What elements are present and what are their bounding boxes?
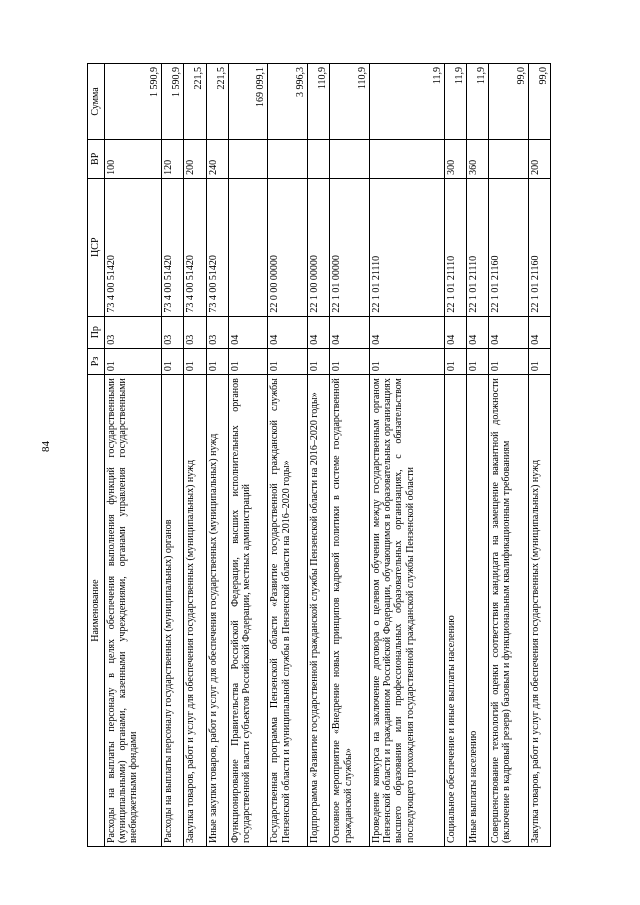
cell-pr: 04 [528, 316, 550, 348]
cell-name: Расходы на выплаты персоналу в целях обеспечения выполнения функций государственными (муниципальными) органами, казенными учреждениями, органами управления государственными внебюджетными фондами [105, 375, 162, 847]
table-row [466, 64, 488, 847]
cell-name: Закупка товаров, работ и услуг для обеспечения государственных (муниципальных) нужд [184, 375, 206, 847]
cell-pr: 03 [162, 316, 184, 348]
cell-csr: 22 1 01 21160 [528, 178, 550, 316]
cell-csr: 22 1 01 21160 [489, 178, 529, 316]
cell-vr: 360 [466, 139, 488, 178]
cell-sum: 221,5 [184, 64, 206, 140]
table-row [489, 64, 529, 847]
table-row [370, 64, 445, 847]
header-name: Наименование [88, 375, 105, 847]
cell-name: Совершенствование технологий оценки соответствия кандидата на замещение вакантной должности (включение в кадровый резерв) базовым и функциональным квалификационным требованиям [489, 375, 529, 847]
cell-rz: 01 [308, 348, 330, 374]
header-csr: ЦСР [88, 178, 105, 316]
table-row [444, 64, 466, 847]
table-row [528, 64, 550, 847]
cell-csr: 73 4 00 51420 [162, 178, 184, 316]
cell-pr: 04 [228, 316, 268, 348]
cell-pr: 03 [184, 316, 206, 348]
table-row [268, 64, 308, 847]
cell-pr: 04 [444, 316, 466, 348]
cell-sum: 1 590,9 [162, 64, 184, 140]
cell-rz: 01 [228, 348, 268, 374]
cell-csr: 22 1 01 21110 [466, 178, 488, 316]
cell-sum: 11,9 [370, 64, 445, 140]
cell-name: Иные выплаты населению [466, 375, 488, 847]
cell-pr: 04 [489, 316, 529, 348]
header-vr: ВР [88, 139, 105, 178]
cell-vr [308, 139, 330, 178]
table-row [105, 64, 162, 847]
cell-sum: 11,9 [466, 64, 488, 140]
cell-rz: 01 [162, 348, 184, 374]
cell-sum: 169 099,1 [228, 64, 268, 140]
table-header-row [88, 64, 105, 847]
cell-vr: 200 [528, 139, 550, 178]
cell-rz: 01 [444, 348, 466, 374]
cell-rz: 01 [528, 348, 550, 374]
table-row [228, 64, 268, 847]
table-row [308, 64, 330, 847]
cell-vr [370, 139, 445, 178]
cell-sum: 3 996,3 [268, 64, 308, 140]
cell-name: Основное мероприятие «Внедрение новых принципов кадровой политики в системе государственной гражданской службы» [330, 375, 370, 847]
cell-sum: 1 590,9 [105, 64, 162, 140]
header-pr: Пр [88, 316, 105, 348]
page-number: 84 [40, 441, 52, 452]
budget-table-container [87, 63, 551, 847]
cell-pr: 04 [330, 316, 370, 348]
cell-pr: 04 [370, 316, 445, 348]
cell-rz: 01 [489, 348, 529, 374]
cell-name: Социальное обеспечение и иные выплаты населению [444, 375, 466, 847]
cell-name: Иные закупки товаров, работ и услуг для обеспечения государственных (муниципальных) нужд [206, 375, 228, 847]
cell-rz: 01 [206, 348, 228, 374]
table-row [206, 64, 228, 847]
cell-sum: 11,9 [444, 64, 466, 140]
cell-name: Функционирование Правительства Российской Федерации, высших исполнительных органов государственной власти субъектов Российской Федерации, местных администраций [228, 375, 268, 847]
cell-rz: 01 [268, 348, 308, 374]
cell-pr: 04 [308, 316, 330, 348]
cell-csr: 22 1 01 21110 [444, 178, 466, 316]
cell-csr: 73 4 00 51420 [105, 178, 162, 316]
table-row [330, 64, 370, 847]
cell-vr [330, 139, 370, 178]
cell-pr: 03 [206, 316, 228, 348]
cell-vr [268, 139, 308, 178]
cell-csr: 22 1 00 00000 [308, 178, 330, 316]
cell-pr: 03 [105, 316, 162, 348]
cell-vr: 240 [206, 139, 228, 178]
cell-name: Закупка товаров, работ и услуг для обеспечения государственных (муниципальных) нужд [528, 375, 550, 847]
cell-rz: 01 [370, 348, 445, 374]
cell-csr: 73 4 00 51420 [184, 178, 206, 316]
header-sum: Сумма [88, 64, 105, 140]
cell-rz: 01 [466, 348, 488, 374]
table-row [184, 64, 206, 847]
cell-vr: 100 [105, 139, 162, 178]
cell-rz: 01 [105, 348, 162, 374]
cell-csr: 22 1 01 21110 [370, 178, 445, 316]
cell-sum: 99,0 [489, 64, 529, 140]
cell-sum: 99,0 [528, 64, 550, 140]
cell-rz: 01 [184, 348, 206, 374]
cell-csr [228, 178, 268, 316]
cell-rz: 01 [330, 348, 370, 374]
header-rz: Рз [88, 348, 105, 374]
cell-vr [489, 139, 529, 178]
cell-vr: 300 [444, 139, 466, 178]
table-row [162, 64, 184, 847]
cell-vr [228, 139, 268, 178]
cell-name: Подпрограмма «Развитие государственной гражданской службы Пензенской области на 2016–2020 годы» [308, 375, 330, 847]
cell-pr: 04 [268, 316, 308, 348]
cell-sum: 221,5 [206, 64, 228, 140]
cell-sum: 110,9 [330, 64, 370, 140]
cell-csr: 73 4 00 51420 [206, 178, 228, 316]
cell-csr: 22 1 01 00000 [330, 178, 370, 316]
cell-name: Государственная программа Пензенской области «Развитие государственной гражданской службы Пензенской области и муниципальной службы в Пензенской области на 2016–2020 годы» [268, 375, 308, 847]
cell-sum: 110,9 [308, 64, 330, 140]
cell-name: Расходы на выплаты персоналу государственных (муниципальных) органов [162, 375, 184, 847]
budget-table [87, 63, 551, 847]
cell-vr: 200 [184, 139, 206, 178]
cell-vr: 120 [162, 139, 184, 178]
cell-csr: 22 0 00 00000 [268, 178, 308, 316]
cell-pr: 04 [466, 316, 488, 348]
cell-name: Проведение конкурса на заключение договора о целевом обучении между государственным органом Пензенской области и гражданином Российской Федерации, обучающимся в образовательных организациях высшего образования или профессиональных образовательных организациях, с обязательством последующего прохождения государственной гражданской службы Пензенской области [370, 375, 445, 847]
